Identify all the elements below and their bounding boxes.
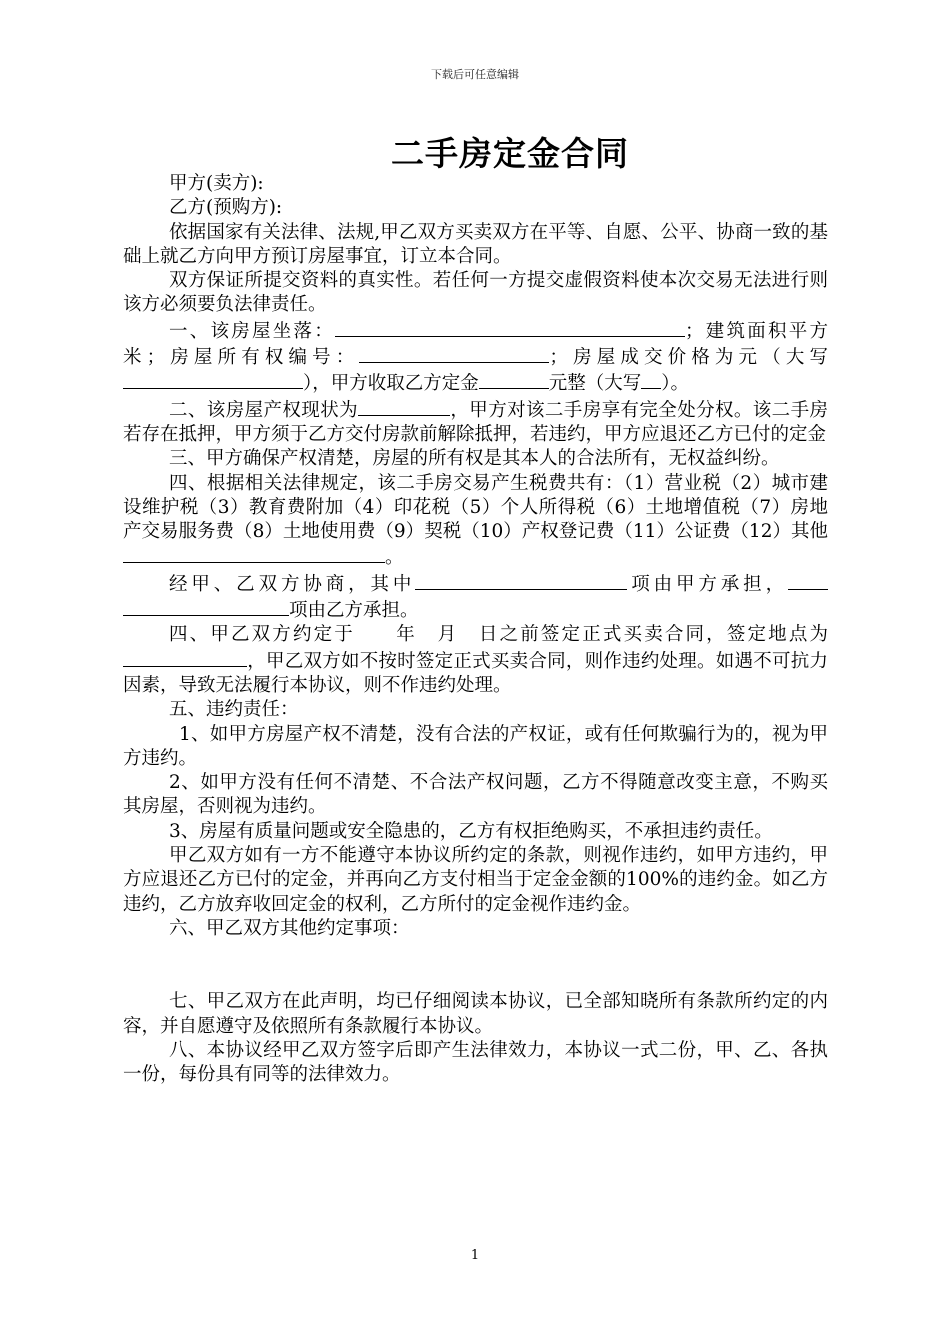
fee-allocation-text-c: 项由乙方承担。 xyxy=(289,600,419,622)
deposit-amount-blank[interactable] xyxy=(479,370,549,389)
section-1-paragraph xyxy=(123,318,828,397)
intro-paragraph: 依据国家有关法律、法规,甲乙双方买卖双方在平等、自愿、公平、协商一致的基础上就乙方向甲方预订房屋事宜，订立本合同。 xyxy=(123,221,828,267)
other-fees-blank[interactable] xyxy=(123,544,385,563)
section-6-paragraph: 六、甲乙双方其他约定事项： xyxy=(169,917,410,939)
fee-allocation-paragraph xyxy=(123,571,828,624)
section-2-text-a: 二、该房屋产权现状为 xyxy=(169,399,358,421)
ownership-number-blank[interactable] xyxy=(359,344,549,363)
deposit-uppercase-blank[interactable] xyxy=(641,370,661,389)
signing-location-blank[interactable] xyxy=(123,648,247,667)
section-7-paragraph: 七、甲乙双方在此声明，均已仔细阅读本协议，已全部知晓所有条款所约定的内容，并自愿遵守及依照所有条款履行本协议。 xyxy=(123,991,828,1037)
fee-allocation-text-a: 经甲、乙双方协商，其中 xyxy=(169,573,416,595)
party-b-fees-blank-part2[interactable] xyxy=(123,597,289,616)
section-5-title: 五、违约责任： xyxy=(169,699,299,721)
location-blank[interactable] xyxy=(335,318,685,337)
section-3-paragraph: 三、甲方确保产权清楚，房屋的所有权是其本人的合法所有，无权益纠纷。 xyxy=(169,448,780,470)
section-1-text-d: ），甲方收取乙方定金 xyxy=(303,373,479,395)
breach-item-3: 3、房屋有质量问题或安全隐患的，乙方有权拒绝购买，不承担违约责任。 xyxy=(169,820,773,842)
party-b-line: 乙方(预购方): xyxy=(169,197,283,219)
contract-body xyxy=(123,172,828,1087)
page-number: 1 xyxy=(470,1248,480,1263)
page-header: 下载后可任意编辑 xyxy=(431,68,519,81)
other-terms-space[interactable] xyxy=(123,941,828,990)
section-1-text-a: 一、该房屋坐落： xyxy=(169,320,335,342)
section-2-text-b: ，甲方对该二手房享有完全处分权。该二手房若存在抵押，甲方须于乙方交付房款前解除抵押，若违约，甲方应退还乙方已付的定金 xyxy=(123,399,828,445)
section-1-text-c: ；房屋成交价格为元（大写 xyxy=(549,347,828,369)
guarantee-paragraph: 双方保证所提交资料的真实性。若任何一方提交虚假资料使本次交易无法进行则该方必须要负法律责任。 xyxy=(123,270,828,316)
signing-date-text-a: 四、甲乙双方约定于 年 月 日之前签定正式买卖合同，签定地点为 xyxy=(169,624,828,646)
party-b-fees-blank-part1[interactable] xyxy=(788,571,828,590)
breach-item-2: 2、如甲方没有任何不清楚、不合法产权问题，乙方不得随意改变主意，不购买其房屋，否则视为违约。 xyxy=(123,772,828,818)
document-title: 二手房定金合同 xyxy=(391,134,629,173)
fee-allocation-text-b: 项由甲方承担， xyxy=(627,573,788,595)
breach-item-4: 甲乙双方如有一方不能遵守本协议所约定的条款，则视作违约，如甲方违约，甲方应退还乙方已付的定金，并再向乙方支付相当于定金金额的100%的违约金。如乙方违约，乙方放弃收回定金的权利，乙方所付的定金视作违约金。 xyxy=(123,845,828,915)
section-4-text-b: 。 xyxy=(385,547,404,569)
section-1-text-b: ；建筑面积平方米；房屋所有权编号： xyxy=(123,320,828,369)
signing-date-paragraph xyxy=(123,623,828,698)
signing-date-text-b: ，甲乙双方如不按时签定正式买卖合同，则作违约处理。如遇不可抗力因素，导致无法履行本协议，则不作违约处理。 xyxy=(123,650,828,696)
party-a-line: 甲方(卖方): xyxy=(169,173,264,194)
price-uppercase-blank[interactable] xyxy=(123,370,303,389)
section-1-text-e: 元整（大写 xyxy=(548,373,642,395)
section-4-text-a: 四、根据相关法律规定，该二手房交易产生税费共有：（1）营业税（2）城市建设维护税（3）教育费附加（4）印花税（5）个人所得税（6）土地增值税（7）房地产交易服务费（8）土地使用费（9）契税（10）产权登记费（11）公证费（12）其他 xyxy=(123,472,828,543)
section-2-paragraph xyxy=(123,397,828,448)
section-4-paragraph xyxy=(123,472,828,571)
section-1-text-f: ）。 xyxy=(661,373,690,395)
party-a-fees-blank[interactable] xyxy=(415,571,627,590)
section-8-paragraph: 八、本协议经甲乙双方签字后即产生法律效力，本协议一式二份，甲、乙、各执一份，每份具有同等的法律效力。 xyxy=(123,1039,828,1086)
breach-item-1: 1、如甲方房屋产权不清楚，没有合法的产权证，或有任何欺骗行为的，视为甲方违约。 xyxy=(123,723,828,769)
property-status-blank[interactable] xyxy=(358,397,450,416)
